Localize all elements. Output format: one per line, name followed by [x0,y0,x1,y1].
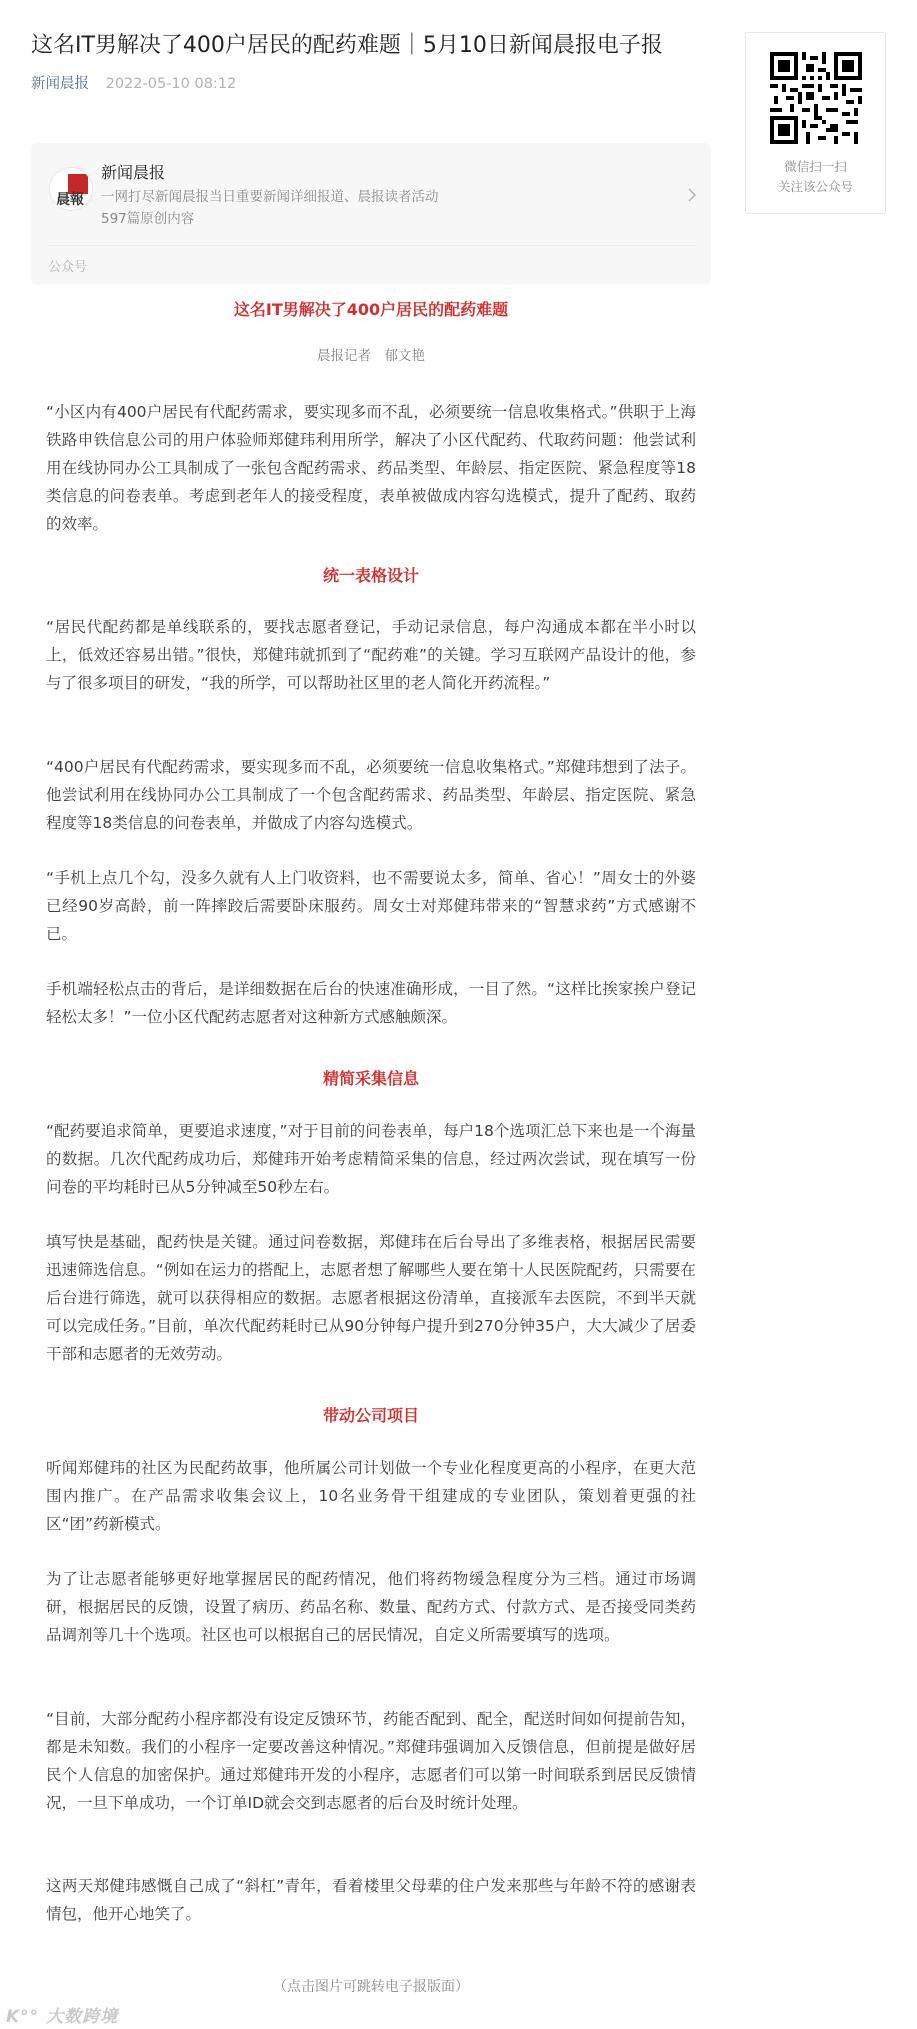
account-profile-card[interactable] [31,143,711,285]
qr-text-line1: 微信扫一扫 [784,159,847,174]
article-count: 597篇原创内容 [101,211,195,227]
article-meta [31,74,236,94]
watermark: K°° 大数跨境 [6,2007,119,2027]
paragraph: 填写快是基础，配药快是关键。通过问卷数据，郑健玮在后台导出了多维表格，根据居民需要迅速筛选信息。“例如在运力的搭配上，志愿者想了解哪些人要在第十人民医院配药，只需要在后台进行筛选，就可以获得相应的数据。志愿者根据这份清单，直接派车去医院，不到半天就可以完成任务。”目前，单次代配药耗时已从90分钟每户提升到270分钟35户，大大减少了居委干部和志愿者的无效劳动。 [46,1233,696,1363]
divider [47,245,695,246]
paragraph: “目前，大部分配药小程序都没有设定反馈环节，药能否配到、配全，配送时间如何提前告知，都是未知数。我们的小程序一定要改善这种情况。”郑健玮强调加入反馈信息，但前提是做好居民个人信息的加密保护。通过郑健玮开发的小程序，志愿者们可以第一时间联系到居民反馈情况，一旦下单成功，一个订单ID就会交到志愿者的后台及时统计处理。 [46,1710,696,1812]
account-name: 新闻晨报 [101,163,166,182]
article-title: 这名IT男解决了400户居民的配药难题｜5月10日新闻晨报电子报 [31,33,663,58]
paragraph: “小区内有400户居民有代配药需求，要实现多而不乱，必须要统一信息收集格式。”供职于上海铁路申铁信息公司的用户体验师郑健玮利用所学，解决了小区代配药、代取药问题：他尝试利用在线协同办公工具制成了一张包含配药需求、药品类型、年龄层、指定医院、紧急程度等18类信息的问卷表单。考虑到老年人的接受程度，表单被做成内容勾选模式，提升了配药、取药的效率。 [46,403,696,533]
paragraph: “配药要追求简单，更要追求速度，”对于目前的问卷表单，每户18个选项汇总下来也是一个海量的数据。几次代配药成功后，郑健玮开始考虑精简采集的信息，经过两次尝试，现在填写一份问卷的平均耗时已从5分钟减至50秒左右。 [46,1122,696,1196]
account-type: 公众号 [48,260,88,275]
qr-code-panel [745,32,886,214]
account-logo [49,167,93,211]
paragraph: 听闻郑健玮的社区为民配药故事，他所属公司计划做一个专业化程度更高的小程序，在更大范围内推广。在产品需求收集会议上，10名业务骨干组建成的专业团队，策划着更强的社区“团”药新模式。 [46,1459,696,1533]
byline: 晨报记者 郁文艳 [317,348,425,364]
qr-code [770,52,862,144]
chevron-right-icon[interactable] [687,187,697,208]
publish-time: 2022-05-10 08:12 [105,76,237,92]
paragraph: “居民代配药都是单线联系的，要找志愿者登记，手动记录信息，每户沟通成本都在半小时以上，低效还容易出错。”很快，郑健玮就抓到了“配药难”的关键。学习互联网产品设计的他，参与了很多项目的研发，“我的所学，可以帮助社区里的老人简化开药流程。” [46,618,696,692]
qr-instructions [746,157,885,197]
account-description: 一网打尽新闻晨报当日重要新闻详细报道、晨报读者活动 [101,189,439,205]
image-caption[interactable]: （点击图片可跳转电子报版面） [273,1979,469,1995]
paragraph: “手机上点几个勾，没多久就有人上门收资料，也不需要说太多，简单、省心！”周女士的外婆已经90岁高龄，前一阵摔跤后需要卧床服药。周女士对郑健玮带来的“智慧求药”方式感谢不已。 [46,869,696,943]
source-link[interactable]: 新闻晨报 [31,76,89,92]
logo-text: 晨報 [56,192,84,208]
section-heading: 带动公司项目 [322,1406,419,1425]
section-heading: 统一表格设计 [322,566,419,585]
paragraph: 这两天郑健玮感慨自己成了“斜杠”青年，看着楼里父母辈的住户发来那些与年龄不符的感谢表情包，他开心地笑了。 [46,1877,696,1923]
section-heading: 精简采集信息 [322,1069,419,1088]
paragraph: “400户居民有代配药需求，要实现多而不乱，必须要统一信息收集格式。”郑健玮想到了法子。他尝试利用在线协同办公工具制成了一个包含配药需求、药品类型、年龄层、指定医院、紧急程度等18类信息的问卷表单，并做成了内容勾选模式。 [46,758,696,832]
paragraph: 为了让志愿者能够更好地掌握居民的配药情况，他们将药物缓急程度分为三档。通过市场调研，根据居民的反馈，设置了病历、药品名称、数量、配药方式、付款方式、是否接受同类药品调剂等几十个选项。社区也可以根据自己的居民情况，自定义所需要填写的选项。 [46,1570,696,1644]
paragraph: 手机端轻松点击的背后，是详细数据在后台的快速准确形成，一目了然。“这样比挨家挨户登记轻松太多！”一位小区代配药志愿者对这种新方式感触颇深。 [46,980,696,1026]
headline: 这名IT男解决了400户居民的配药难题 [233,300,509,319]
qr-text-line2: 关注该公众号 [777,179,853,194]
